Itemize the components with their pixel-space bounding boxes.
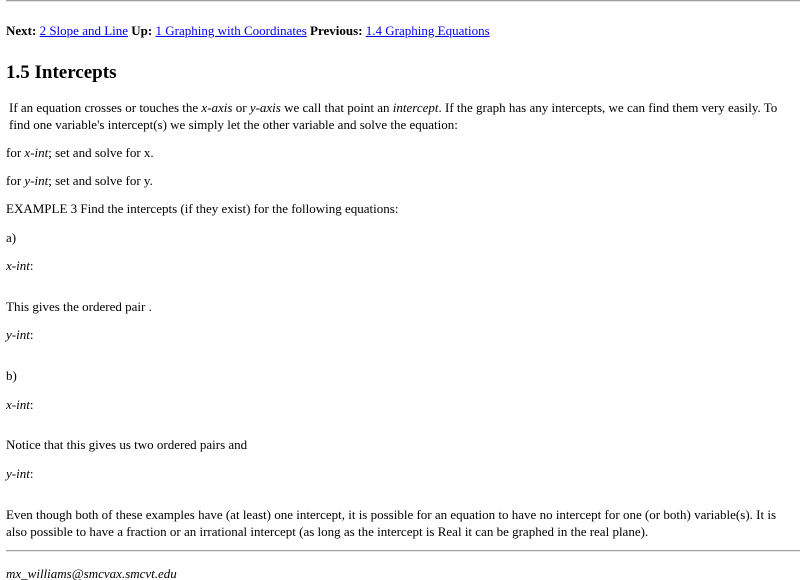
part-a-y-intercept xyxy=(6,327,33,343)
x-intercept-rule xyxy=(6,145,154,161)
example-heading: EXAMPLE 3 Find the intercepts (if they exist) for the following equations: xyxy=(6,201,399,216)
up-label: Up: xyxy=(131,23,153,38)
page-title: 1.5 Intercepts xyxy=(6,62,117,83)
y-rule-text: ; set and solve for y. xyxy=(48,173,153,188)
part-b-y-intercept xyxy=(6,466,33,482)
part-a-label: a) xyxy=(6,230,17,245)
part-a-x-intercept xyxy=(6,258,33,274)
intro-text-3: we call that point an xyxy=(280,100,393,115)
next-link[interactable]: 2 Slope and Line xyxy=(39,23,129,38)
part-a-x-int-term: x-int xyxy=(6,258,30,273)
part-b-x-intercept xyxy=(6,397,33,413)
previous-label: Previous: xyxy=(310,23,363,38)
up-link[interactable]: 1 Graphing with Coordinates xyxy=(155,23,307,38)
intro-text-4: . If the graph has any intercepts, we can find them very easily. To find one variable's intercept(s) we simply let the other variable and solve the equation: xyxy=(9,100,778,132)
part-a-y-int-colon: : xyxy=(29,327,34,342)
x-axis-term: x-axis xyxy=(201,100,233,115)
part-b-x-int-colon: : xyxy=(29,397,34,412)
part-b-label: b) xyxy=(6,368,17,383)
author-email: mx_williams@smcvax.smcvt.edu xyxy=(6,566,177,580)
y-int-term: y-int xyxy=(24,173,49,188)
part-a-ordered-pair: This gives the ordered pair . xyxy=(6,299,152,314)
part-b-ordered-pairs: Notice that this gives us two ordered pairs and xyxy=(6,437,248,452)
y-intercept-rule xyxy=(6,173,153,189)
intercept-term: intercept xyxy=(392,100,439,115)
y-rule-prefix: for xyxy=(6,173,25,188)
part-a-y-int-term: y-int xyxy=(6,327,30,342)
x-int-term: x-int xyxy=(24,145,49,160)
part-a-x-int-colon: : xyxy=(29,258,34,273)
previous-link[interactable]: 1.4 Graphing Equations xyxy=(365,23,490,38)
part-b-y-int-term: y-int xyxy=(6,466,30,481)
bottom-divider xyxy=(6,550,800,552)
x-rule-text: ; set and solve for x. xyxy=(48,145,154,160)
navigation-bar xyxy=(6,23,490,39)
part-b-y-int-colon: : xyxy=(29,466,34,481)
intro-text-1: If an equation crosses or touches the xyxy=(9,100,202,115)
next-label: Next: xyxy=(6,23,37,38)
y-axis-term: y-axis xyxy=(249,100,281,115)
intro-paragraph xyxy=(6,99,800,133)
x-rule-prefix: for xyxy=(6,145,25,160)
intro-text-2: or xyxy=(232,100,250,115)
conclusion-paragraph: Even though both of these examples have (at least) one intercept, it is possible for an equation to have no intercept for one (or both) variable(s). It is also possible to have a fraction or an irrational intercept (as long as the intercept is Real it can be graphed in the real plane). xyxy=(6,507,777,539)
top-divider xyxy=(6,0,800,2)
part-b-x-int-term: x-int xyxy=(6,397,30,412)
